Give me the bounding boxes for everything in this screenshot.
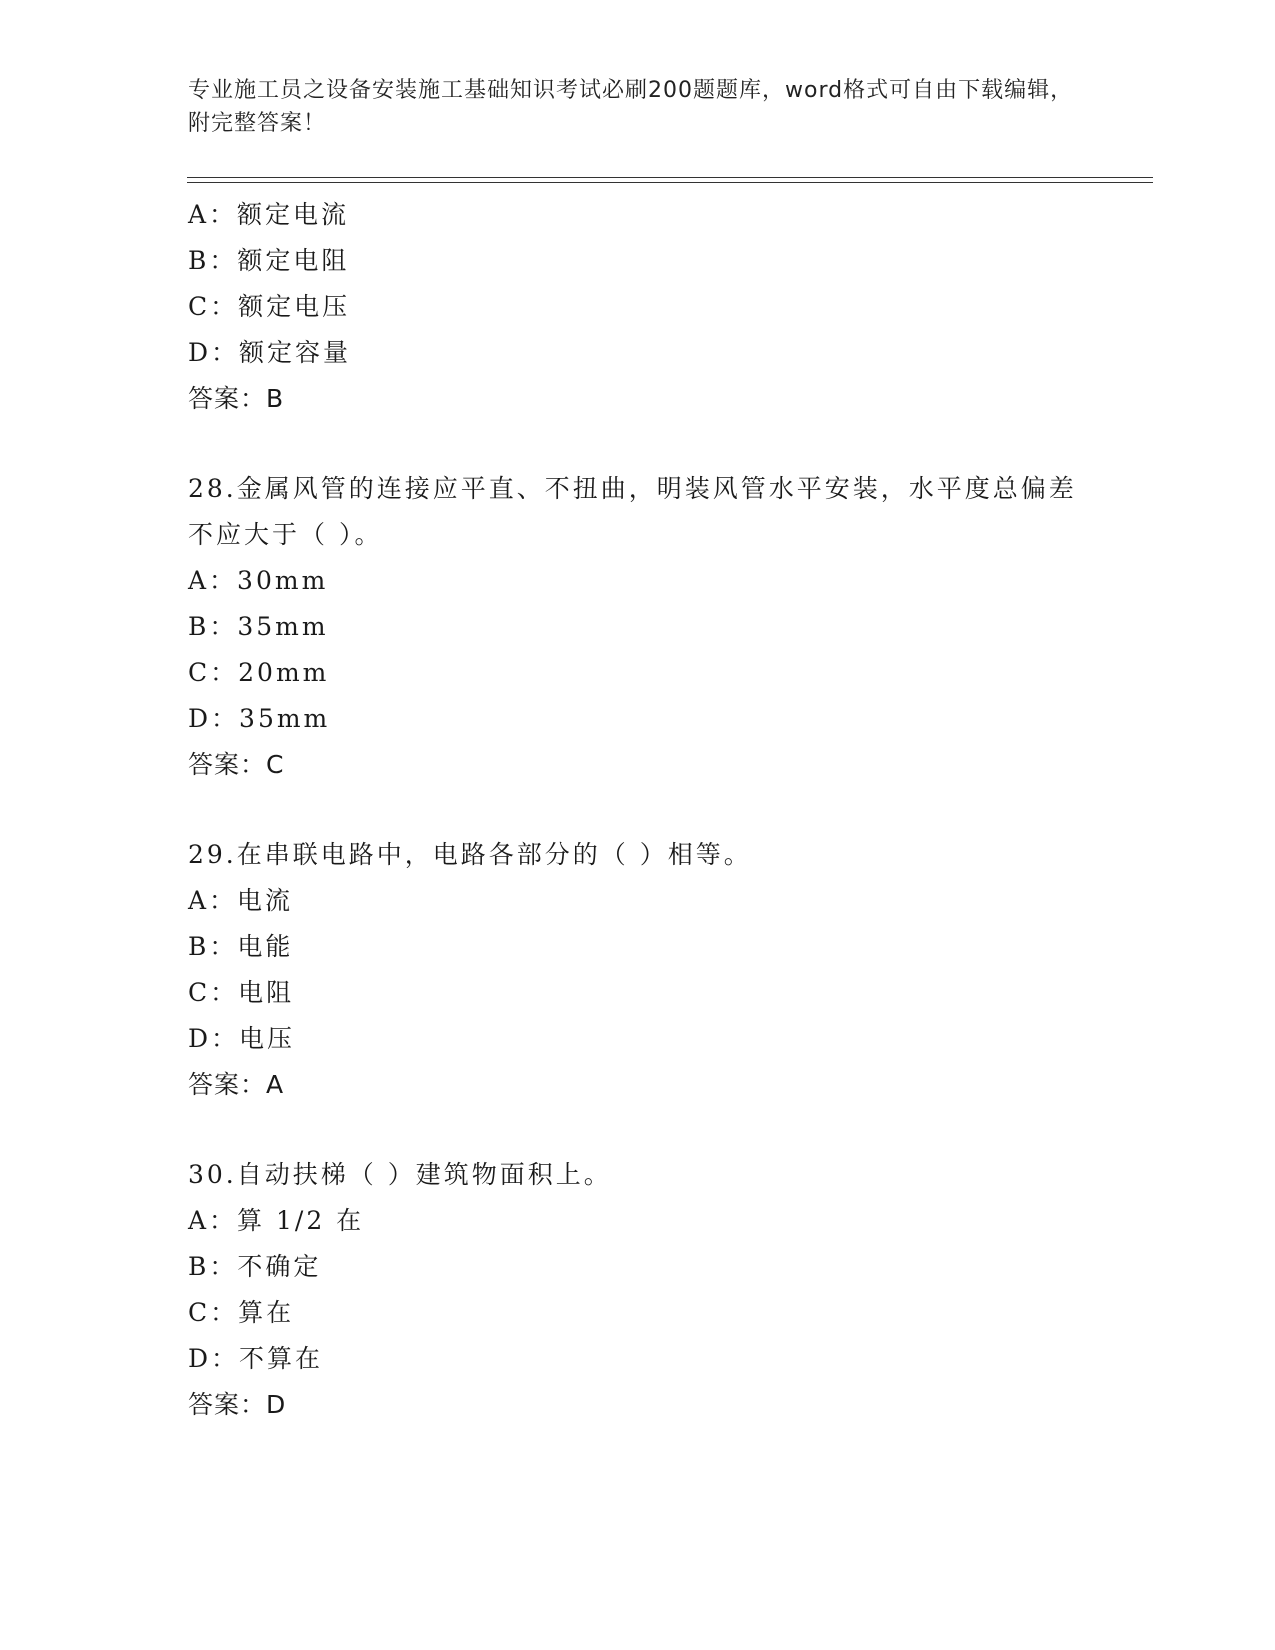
option-d: D：电压 <box>188 1024 296 1053</box>
question-text: 29.在串联电路中，电路各部分的（ ）相等。 <box>188 840 752 869</box>
answer-line: 答案：B <box>188 384 285 413</box>
option-a: A：30mm <box>188 566 329 595</box>
header-rule-bottom <box>187 182 1153 183</box>
question-block-27 <box>188 192 1088 422</box>
page-header: 专业施工员之设备安装施工基础知识考试必刷200题题库，word格式可自由下载编辑，附完整答案！ <box>188 78 1074 136</box>
option-a: A：电流 <box>188 886 294 915</box>
header-rule-top <box>187 177 1153 178</box>
option-d: D：额定容量 <box>188 338 352 367</box>
option-d: D：35mm <box>188 704 331 733</box>
option-b: B：35mm <box>188 612 329 641</box>
option-c: C：20mm <box>188 658 330 687</box>
answer-line: 答案：D <box>188 1390 287 1419</box>
question-text: 28.金属风管的连接应平直、不扭曲，明装风管水平安装，水平度总偏差不应大于（ ）。 <box>188 474 1077 549</box>
option-a: A：算 1/2 在 <box>188 1206 365 1235</box>
option-c: C：算在 <box>188 1298 295 1327</box>
question-text: 30.自动扶梯（ ）建筑物面积上。 <box>188 1160 612 1189</box>
answer-line: 答案：A <box>188 1070 285 1099</box>
answer-line: 答案：C <box>188 750 285 779</box>
question-block-30 <box>188 1152 1088 1428</box>
option-b: B：电能 <box>188 932 294 961</box>
option-c: C：电阻 <box>188 978 295 1007</box>
option-c: C：额定电压 <box>188 292 351 321</box>
question-list <box>188 192 1088 1428</box>
option-b: B：额定电阻 <box>188 246 350 275</box>
question-block-28 <box>188 466 1088 788</box>
question-block-29 <box>188 832 1088 1108</box>
option-d: D：不算在 <box>188 1344 324 1373</box>
option-a: A：额定电流 <box>188 200 350 229</box>
option-b: B：不确定 <box>188 1252 322 1281</box>
